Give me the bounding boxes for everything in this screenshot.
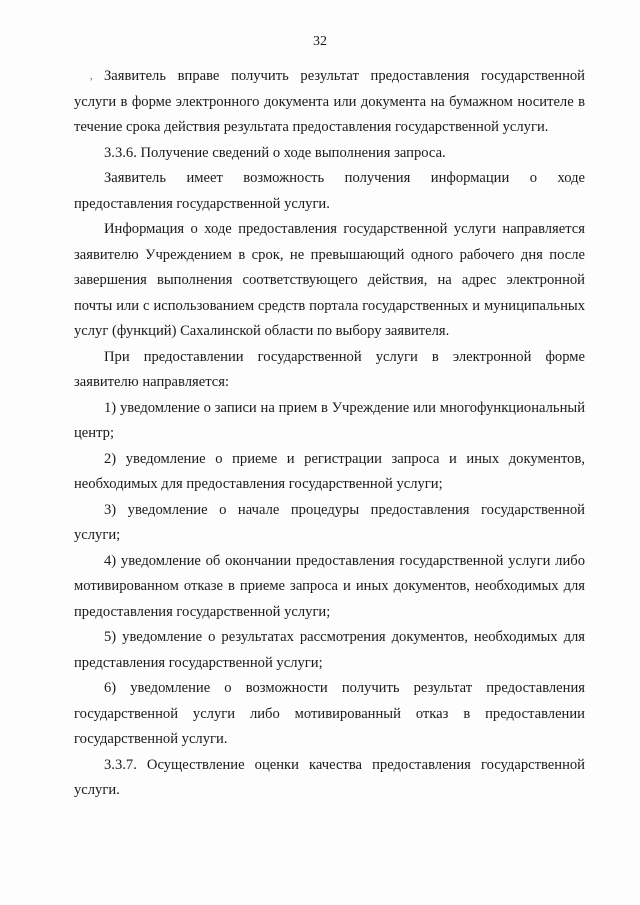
page-number: 32 xyxy=(313,34,327,49)
list-item-4: 4) уведомление об окончании предоставления государственной услуги либо мотивированном отказе в приеме запроса и иных документов, необходимых для предоставления государственной услуги; xyxy=(74,552,585,620)
paragraph-info-delivery: Информация о ходе предоставления государственной услуги направляется заявителю Учреждением в срок, не превышающий одного рабочего дня после завершения выполнения соответствующего действия, на адрес электронной почты или с использованием средств портала государственных и муниципальных услуг (функций) Сахалинской области по выбору заявителя. xyxy=(74,221,585,339)
section-heading-3-3-6: 3.3.6. Получение сведений о ходе выполнения запроса. xyxy=(104,144,446,161)
list-item-2: 2) уведомление о приеме и регистрации запроса и иных документов, необходимых для предоставления государственной услуги; xyxy=(74,450,585,492)
paragraph-progress-info: Заявитель имеет возможность получения информации о ходе предоставления государственной услуги. xyxy=(74,170,585,212)
scan-mark: , xyxy=(90,71,93,82)
list-item-3: 3) уведомление о начале процедуры предоставления государственной услуги; xyxy=(74,501,585,543)
list-item-6: 6) уведомление о возможности получить результат предоставления государственной услуги либо мотивированный отказ в предоставлении государственной услуги. xyxy=(74,680,585,747)
section-heading-3-3-7: 3.3.7. Осуществление оценки качества предоставления государственной услуги. xyxy=(74,756,585,798)
paragraph-electronic-intro: При предоставлении государственной услуги в электронной форме заявителю направляется: xyxy=(74,348,585,390)
list-item-1: 1) уведомление о записи на прием в Учреждение или многофункциональный центр; xyxy=(74,399,585,441)
document-body xyxy=(74,64,585,804)
list-item-5: 5) уведомление о результатах рассмотрения документов, необходимых для представления государственной услуги; xyxy=(74,629,585,671)
paragraph-result-form: Заявитель вправе получить результат предоставления государственной услуги в форме электронного документа или документа на бумажном носителе в течение срока действия результата предоставления государственной услуги. xyxy=(74,68,585,135)
